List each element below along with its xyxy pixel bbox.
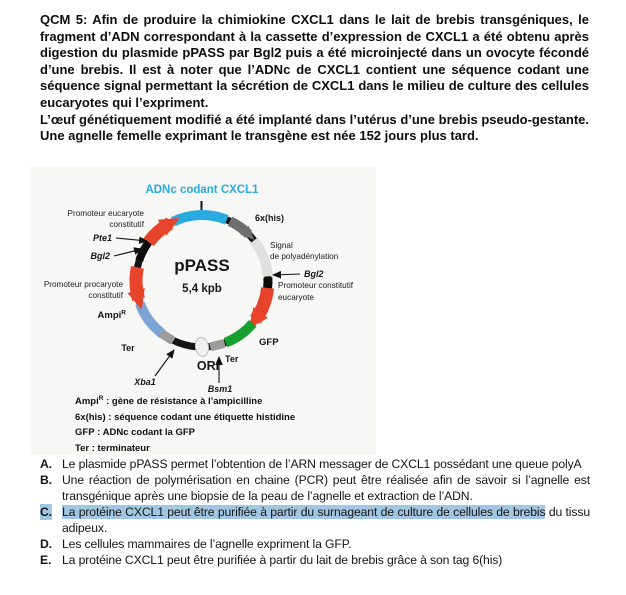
option-a-text: Le plasmide pPASS permet l’obtention de l’ARN messager de CXCL1 possédant une queue polyA xyxy=(62,457,582,471)
label-bgl2-left: Bgl2 xyxy=(90,251,110,261)
bgl2-right-pointer xyxy=(273,274,300,275)
label-promoter-right-line2: eucaryote xyxy=(278,293,314,302)
option-e-text: La protéine CXCL1 peut être purifiée à partir du lait de brebis grâce à son tag 6(his) xyxy=(62,553,503,567)
arc-6xhis-arrow xyxy=(230,221,249,234)
arc-cxcl1-cdna xyxy=(173,215,227,222)
label-polya-line2: de polyadénylation xyxy=(270,252,339,261)
question-block xyxy=(40,12,589,145)
arrow-promoter-prokaryotic-left xyxy=(136,267,139,299)
label-pte1: Pte1 xyxy=(92,233,112,243)
option-c-rest: du tissu adipeux. xyxy=(62,505,591,535)
label-ter-right: Ter xyxy=(225,354,239,364)
option-e-letter: E. xyxy=(40,553,52,567)
diagram-legend xyxy=(75,393,295,456)
option-e xyxy=(40,552,590,568)
option-c-text xyxy=(62,504,590,536)
label-6xhis: 6x(his) xyxy=(255,213,285,223)
question-intro: QCM 5: Afin de produire la chimiokine CXCL1 dans le lait de brebis transgéniques, le fragment d’ADN correspondant à la cassette d’expression de CXCL1 a été obtenu après digestion du plasmide pPASS par Bgl2 puis a été microinjecté dans un ovocyte fécondé d’une brebis. Il est à noter que l’ADNc de CXCL1 contient une séquence codant une séquence signal permettant la sécrétion de CXCL1 dans le milieu de culture des cellules eucaryotes qui l’expriment. xyxy=(40,12,589,110)
xba1-pointer xyxy=(155,350,174,376)
option-a xyxy=(40,456,590,472)
option-d-text: Les cellules mammaires de l’agnelle expriment la GFP. xyxy=(62,537,352,551)
plasmid-name: pPASS xyxy=(174,256,230,275)
pte1-pointer xyxy=(116,238,147,241)
arc-polya-signal xyxy=(254,240,268,276)
arrow-promoter-eukaryotic-topleft xyxy=(149,223,170,242)
question-intro-2: L’œuf génétiquement modifié a été implanté dans l’utérus d’une brebis pseudo-gestante. Une agnelle femelle exprimant le transgène est née 152 jours plus tard. xyxy=(40,111,589,144)
label-promoter-eukaryotic-line2: constitutif xyxy=(109,220,144,229)
option-c-highlighted: La protéine CXCL1 peut être purifiée à partir du surnageant de culture de cellules de brebis xyxy=(62,505,546,519)
option-a-letter: A. xyxy=(40,457,52,471)
arc-ampicillin-resistance xyxy=(140,304,162,334)
option-b-letter: B. xyxy=(40,473,52,487)
option-c-letter: C. xyxy=(40,505,52,519)
terminator-right xyxy=(209,339,226,351)
label-ori: ORI xyxy=(196,359,220,373)
label-bgl2-right: Bgl2 xyxy=(304,269,324,279)
plasmid-size: 5,4 kpb xyxy=(182,283,222,295)
label-promoter-prokaryotic-line1: Promoteur procaryote xyxy=(43,280,123,289)
label-promoter-right-line1: Promoteur constitutif xyxy=(278,281,354,290)
answer-options xyxy=(40,456,590,568)
arc-gfp xyxy=(226,323,253,342)
option-d-letter: D. xyxy=(40,537,52,551)
label-xba1: Xba1 xyxy=(134,377,156,387)
arrow-promoter-eukaryotic-right xyxy=(255,288,267,320)
label-bsm1: Bsm1 xyxy=(207,384,233,394)
legend-row-6xhis: 6x(his) : séquence codant une étiquette histidine xyxy=(75,411,296,423)
ori-oval xyxy=(194,337,210,358)
diagram-title-text: ADNc codant CXCL1 xyxy=(145,184,259,196)
legend-row-ampi: Ampi$^R$ : gène de résistance à l’ampicilline xyxy=(75,395,263,408)
option-c xyxy=(40,504,590,536)
label-gfp: GFP xyxy=(259,337,279,348)
option-b-text: Une réaction de polymérisation en chaine (PCR) peut être réalisée afin de savoir si l’agnelle est transgénique après une biopsie de la peau de l’agnelle et extraction de l’ADN. xyxy=(62,473,590,503)
label-promoter-prokaryotic-line2: constitutif xyxy=(88,291,123,300)
legend-row-ter: Ter : terminateur xyxy=(75,443,150,455)
label-ampi: Ampi$^R$ xyxy=(97,309,126,321)
label-polya-line1: Signal xyxy=(270,241,293,250)
legend-row-gfp: GFP : ADNc codant la GFP xyxy=(75,427,195,439)
label-promoter-eukaryotic-line1: Promoteur eucaryote xyxy=(67,209,144,218)
option-b xyxy=(40,472,590,504)
option-d xyxy=(40,536,590,552)
label-ter-left: Ter xyxy=(121,343,135,353)
pte1-bgl2-site-left xyxy=(139,242,148,260)
